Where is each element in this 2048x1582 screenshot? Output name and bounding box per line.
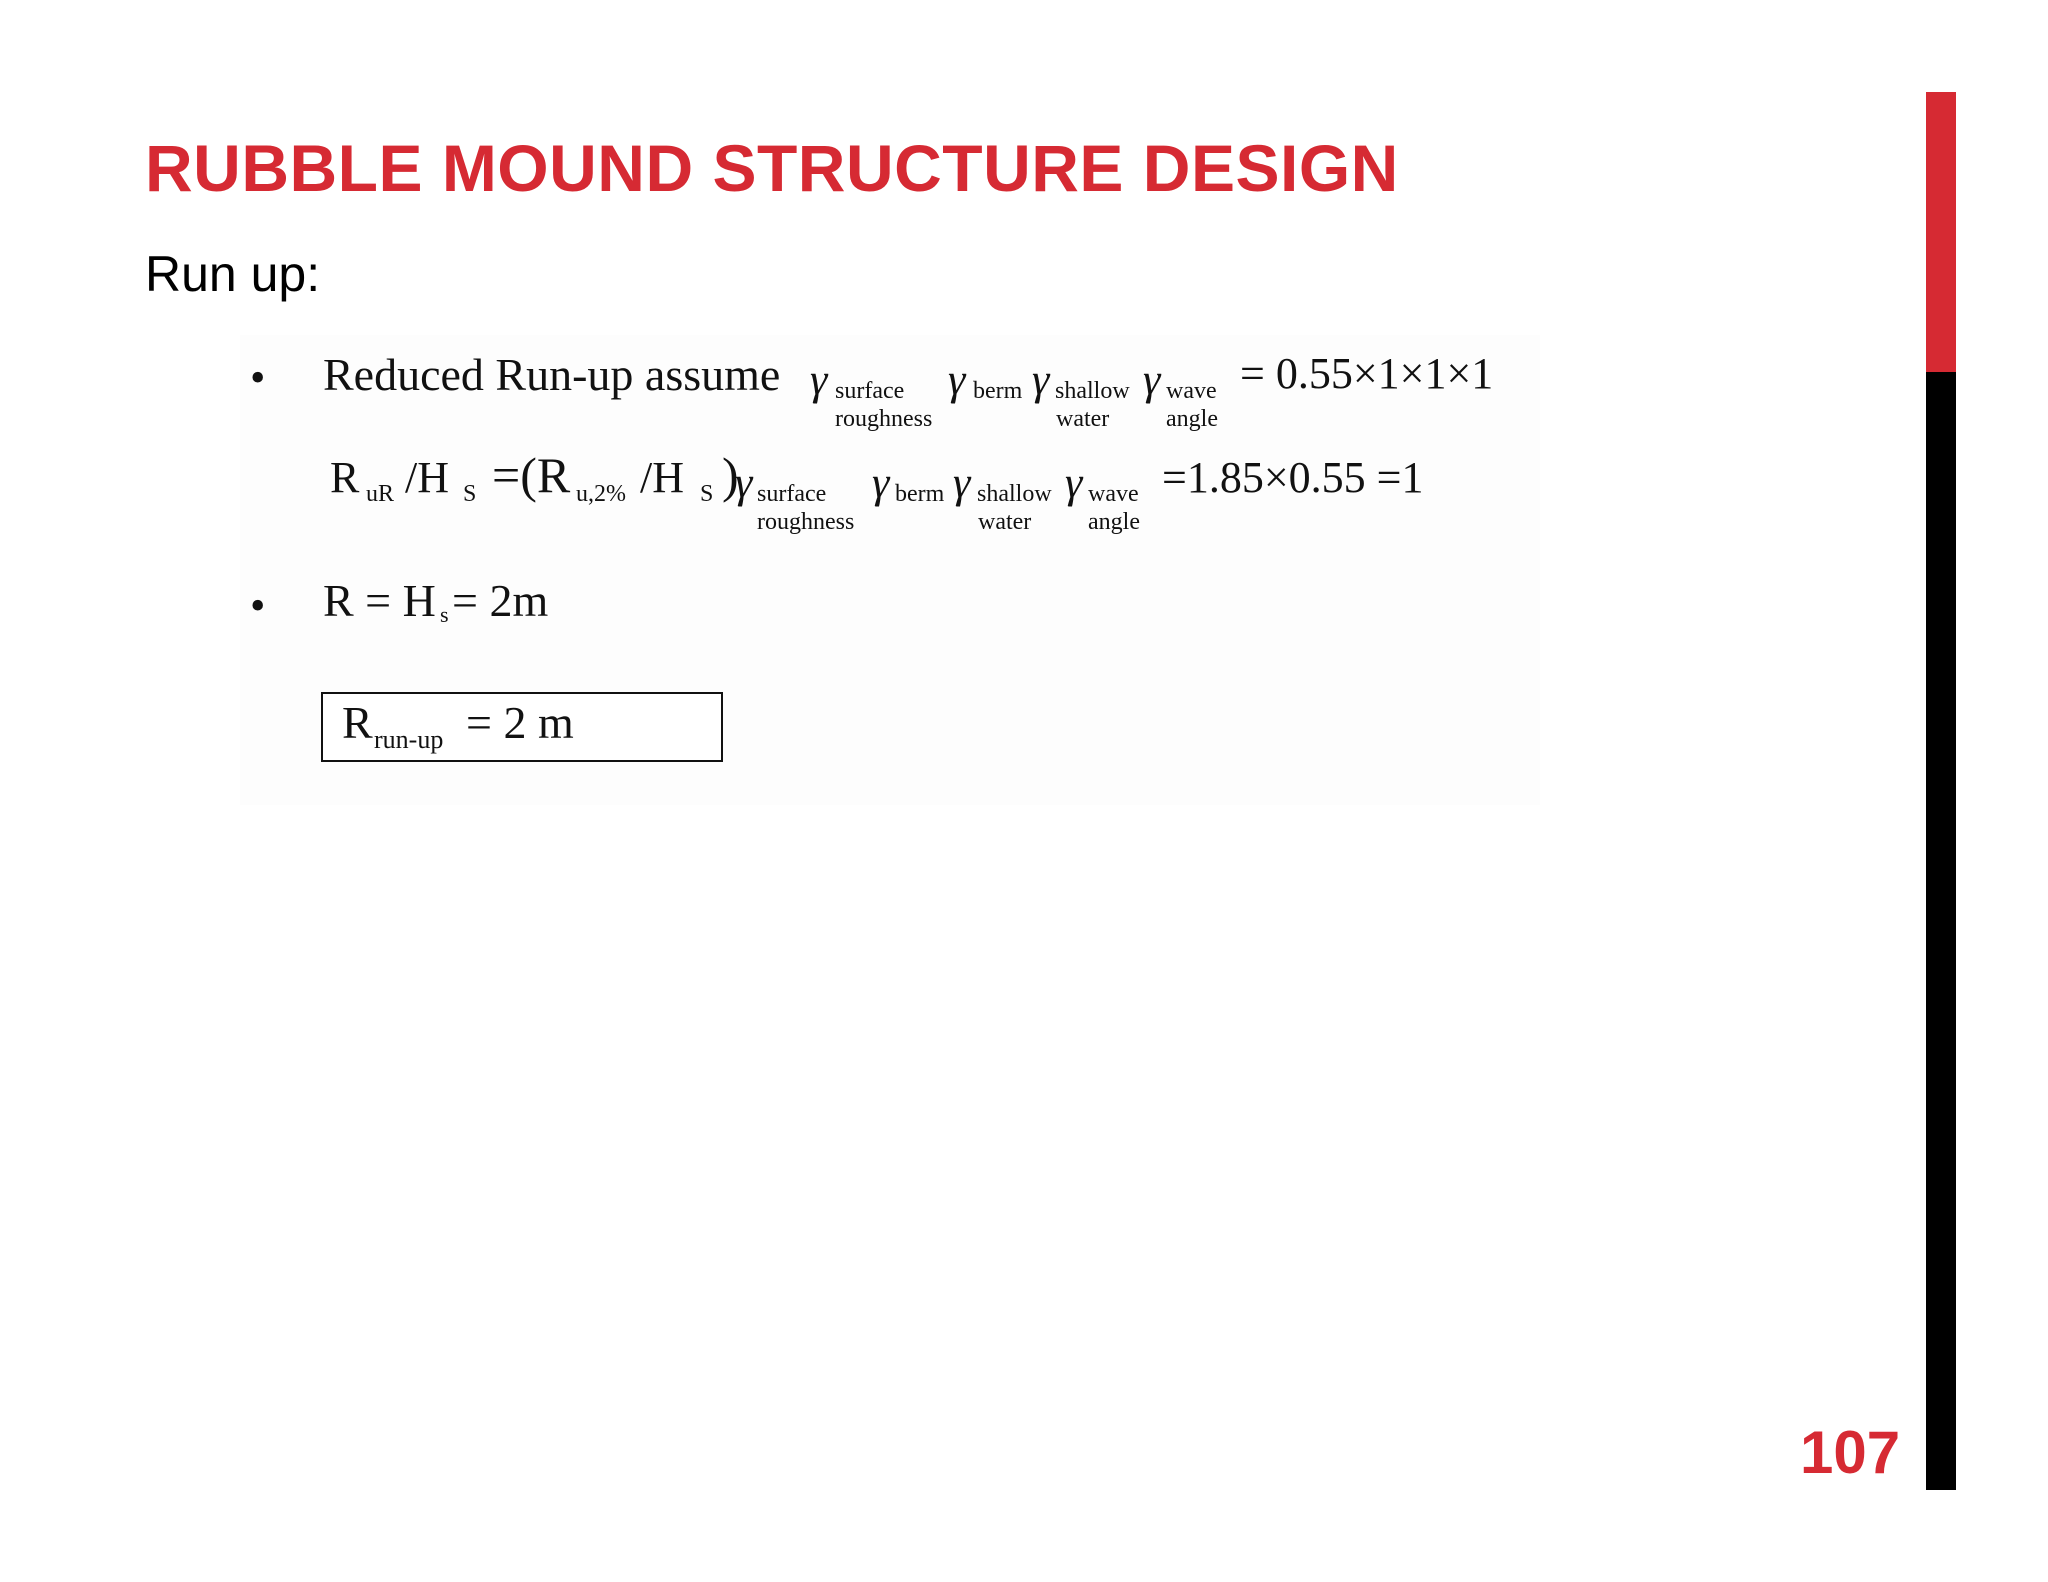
- line1-prefix: Reduced Run-up assume: [323, 349, 781, 400]
- slide-subtitle: Run up:: [145, 246, 321, 302]
- accent-bar-red: [1926, 92, 1956, 372]
- line2-sub-angle: angle: [1088, 509, 1140, 535]
- accent-bar-black: [1926, 372, 1956, 1490]
- page-number: 107: [1800, 1419, 1901, 1486]
- gamma-symbol: γ: [810, 355, 828, 404]
- line1-sub-roughness: roughness: [835, 406, 933, 432]
- line3-left: R = H: [323, 575, 436, 626]
- gamma-symbol: γ: [872, 458, 890, 507]
- line3-sub-s: s: [440, 602, 449, 627]
- slide-title: RUBBLE MOUND STRUCTURE DESIGN: [145, 131, 1399, 205]
- line2-sub-shallow: shallow: [977, 481, 1052, 507]
- gamma-symbol: γ: [1065, 458, 1083, 507]
- bullet-2: •: [250, 581, 266, 630]
- line1-sub-water: water: [1056, 406, 1110, 432]
- result-value: = 2 m: [466, 697, 574, 748]
- line2-close-paren: ): [722, 447, 739, 503]
- gamma-symbol: γ: [948, 355, 966, 404]
- gamma-symbol: γ: [1032, 355, 1050, 404]
- gamma-symbol: γ: [1143, 355, 1161, 404]
- line2-sub-u2: u,2%: [576, 481, 626, 507]
- line2-slash-h: /H: [405, 453, 449, 502]
- line2-sub-wave: wave: [1088, 481, 1139, 507]
- line1-sub-shallow: shallow: [1055, 378, 1130, 404]
- gamma-symbol: γ: [735, 458, 753, 507]
- line2-sub-s2: S: [700, 481, 714, 507]
- result-r: R: [342, 697, 373, 748]
- line1-sub-wave: wave: [1166, 378, 1217, 404]
- result-sub-runup: run-up: [374, 725, 444, 754]
- line2-result: =1.85×0.55 =1: [1162, 453, 1424, 502]
- line3-right: = 2m: [452, 575, 549, 626]
- bullet-1: •: [250, 353, 266, 402]
- line1-sub-angle: angle: [1166, 406, 1218, 432]
- line2-sub-roughness: roughness: [757, 509, 855, 535]
- line1-sub-berm: berm: [973, 378, 1023, 404]
- gamma-symbol: γ: [953, 458, 971, 507]
- line2-sub-water: water: [978, 509, 1032, 535]
- line2-eq-open: =(R: [492, 447, 571, 503]
- line2-r: R: [330, 453, 360, 502]
- line1-result: = 0.55×1×1×1: [1240, 349, 1494, 398]
- line2-sub-ur: uR: [366, 481, 395, 507]
- line2-sub-berm: berm: [895, 481, 945, 507]
- line2-sub-surface: surface: [757, 481, 827, 507]
- line2-slash-h2: /H: [640, 453, 684, 502]
- line1-sub-surface: surface: [835, 378, 905, 404]
- line2-sub-s: S: [463, 481, 477, 507]
